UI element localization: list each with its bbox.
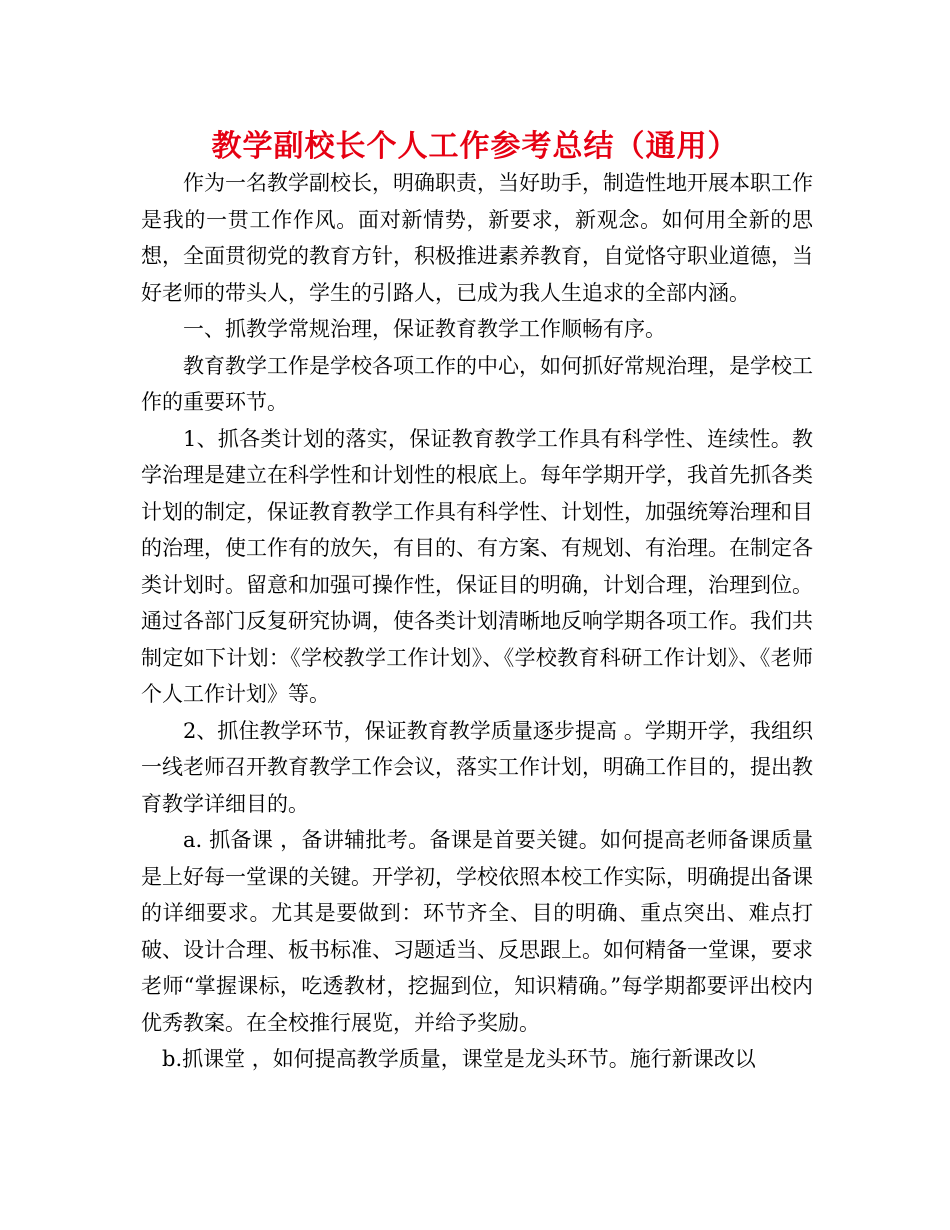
- document-body: [141, 165, 813, 1078]
- paragraph-plans: 1、抓各类计划的落实，保证教育教学工作具有科学性、连续性。教学治理是建立在科学性和计划性的根底上。每年学期开学，我首先抓各类计划的制定，保证教育教学工作具有科学性、计划性，加强统筹治理和目的治理，使工作有的放矢，有目的、有方案、有规划、有治理。在制定各类计划时。留意和加强可操作性，保证目的明确，计划合理，治理到位。通过各部门反复研究协调，使各类计划清晰地反响学期各项工作。我们共制定如下计划：《学校教学工作计划》、《学校教育科研工作计划》、《老师个人工作计划》等。: [141, 426, 813, 706]
- paragraph-teaching-links: 2、抓住教学环节，保证教育教学质量逐步提高 。学期开学，我组织一线老师召开教育教学工作会议，落实工作计划，明确工作目的，提出教育教学详细目的。: [141, 718, 813, 816]
- paragraph-intro: 作为一名教学副校长，明确职责，当好助手，制造性地开展本职工作是我的一贯工作作风。面对新情势，新要求，新观念。如何用全新的思想，全面贯彻党的教育方针，积极推进素养教育，自觉恪守职业道德，当好老师的带头人，学生的引路人，已成为我人生追求的全部内涵。: [141, 171, 813, 305]
- paragraph-section-heading: 一、抓教学常规治理，保证教育教学工作顺畅有序。: [183, 317, 666, 341]
- paragraph-lesson-prep: a. 抓备课 ，备讲辅批考。备课是首要关键。如何提高老师备课质量是上好每一堂课的关键。开学初，学校依照本校工作实际，明确提出备课的详细要求。尤其是要做到：环节齐全、目的明确、重点突出、难点打破、设计合理、板书标准、习题适当、反思跟上。如何精备一堂课，要求老师“掌握课标，吃透教材，挖掘到位，知识精确。”每学期都要评出校内优秀教案。在全校推行展览，并给予奖励。: [141, 828, 813, 1035]
- paragraph-routine-management: 教育教学工作是学校各项工作的中心，如何抓好常规治理，是学校工作的重要环节。: [141, 353, 813, 414]
- document-title: 教学副校长个人工作参考总结（通用）: [211, 129, 739, 164]
- paragraph-classroom: b.抓课堂 ，如何提高教学质量，课堂是龙头环节。施行新课改以: [162, 1047, 756, 1071]
